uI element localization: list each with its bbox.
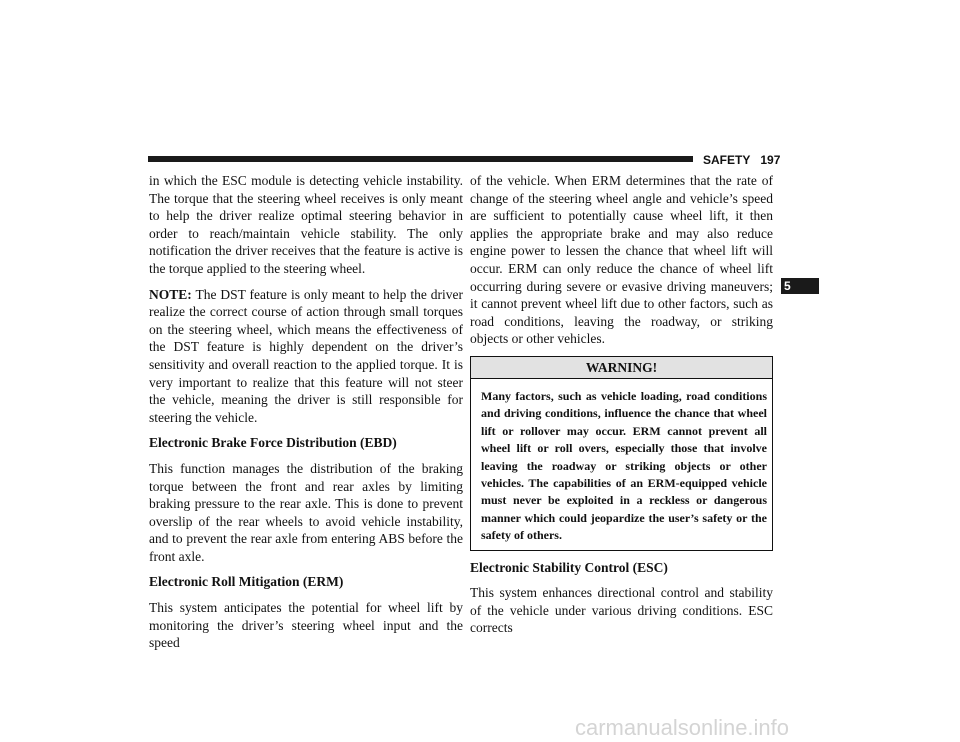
chapter-tab: 5 <box>781 278 819 294</box>
note-text: The DST feature is only meant to help the driver realize the correct course of action through small torques on the steering wheel, which means the effectiveness of the DST feature is highly dependent on the driver’s sensitivity and overall reaction to the applied torque. It is very important to realize that this feature will not steer the vehicle, meaning the driver is still responsible for steering the vehicle. <box>149 286 463 425</box>
ebd-paragraph: This function manages the distribution of the braking torque between the front and rear axles by limiting braking pressure to the rear axle. This is done to prevent overslip of the rear wheels to avoid vehicle instability, and to prevent the rear axle from entering ABS before the front axle. <box>149 460 463 564</box>
ebd-heading: Electronic Brake Force Distribution (EBD) <box>149 435 397 451</box>
erm-paragraph: This system anticipates the potential for wheel lift by monitoring the driver’s steering wheel input and the speed <box>149 600 463 651</box>
warning-box <box>470 356 773 551</box>
esc-paragraph: This system enhances directional control and stability of the vehicle under various driving conditions. ESC corrects <box>470 585 773 636</box>
left-column <box>149 172 463 660</box>
watermark: carmanualsonline.info <box>575 715 790 740</box>
page-number: 197 <box>760 153 781 167</box>
erm-continued-paragraph: of the vehicle. When ERM determines that the rate of change of the steering wheel angle and vehicle’s speed are sufficient to potentially cause wheel lift, it then applies the appropriate brake and may also reduce engine power to lessen the chance that wheel lift will occur. ERM can only reduce the chance of wheel lift occurring during severe or evasive driving maneuvers; it cannot prevent wheel lift due to other factors, such as road conditions, leaving the roadway, or striking objects or other vehicles. <box>470 173 773 347</box>
erm-heading: Electronic Roll Mitigation (ERM) <box>149 574 344 590</box>
warning-text: Many factors, such as vehicle loading, road conditions and driving conditions, influence the chance that wheel lift or rollover may occur. ERM cannot prevent all wheel lift or roll overs, especially those that involve leaving the roadway or striking objects or other vehicles. The capabilities of an ERM-equipped vehicle must never be exploited in a reckless or dangerous manner which could jeopardize the user’s safety or the safety of others. <box>481 388 767 543</box>
right-column <box>470 172 773 645</box>
dst-note-paragraph <box>149 286 463 427</box>
esc-heading: Electronic Stability Control (ESC) <box>470 559 668 575</box>
header-rule <box>148 156 693 162</box>
section-title: SAFETY <box>703 153 751 167</box>
note-label: NOTE: <box>149 286 192 302</box>
warning-title: WARNING! <box>471 357 772 379</box>
esc-instability-paragraph: in which the ESC module is detecting vehicle instability. The torque that the steering wheel receives is only meant to help the driver realize optimal steering behavior in order to reach/maintain vehicle stability. The only notification the driver receives that the feature is active is the torque applied to the steering wheel. <box>149 173 463 276</box>
running-head <box>703 152 783 168</box>
